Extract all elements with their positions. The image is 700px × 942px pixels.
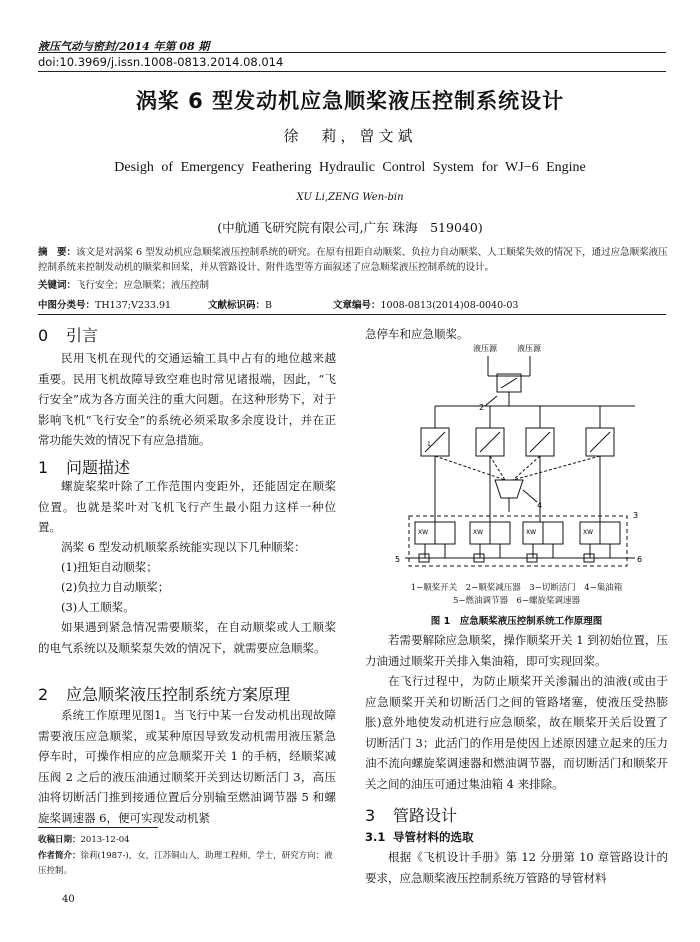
cutoff-label-3: 3 bbox=[633, 511, 639, 520]
list-item: (1)扭矩自动顺桨； bbox=[61, 560, 158, 574]
keywords-text: 飞行安全；应急顺桨；液压控制 bbox=[76, 280, 210, 291]
section-title: 问题描述 bbox=[66, 458, 131, 477]
authors: 徐 莉，曾文斌 bbox=[283, 127, 417, 145]
section-1-paragraph-3: 如果遇到紧急情况需要顺桨，在自动顺桨或人工顺桨的电气系统以及顺桨泵失效的情况下，就需要应急顺桨。 bbox=[38, 620, 336, 655]
figure-legend-line-1: 1−顺桨开关 2−顺桨减压器 3−切断活门 4−集油箱 bbox=[410, 583, 623, 593]
journal-header: 液压气动与密封/2014 年第 08 期 bbox=[38, 40, 210, 53]
right-paragraph-0: 急停车和应急顺桨。 bbox=[365, 327, 469, 341]
article-code: 1008-0813(2014)08-0040-03 bbox=[380, 300, 519, 311]
valve-tag: XW bbox=[526, 529, 537, 536]
section-2-paragraph: 系统工作原理见图1。当飞行中某一台发动机出现故障需要液压应急顺桨，或某种原因导致发动机需用液压紧急停车时，可操作相应的应急顺桨开关 1 的手柄，经顺桨减压阀 2 之后的液压油通过顺桨开关到达切断活门 3，高压油将切断活门推到接通位置后分别输至燃油调节器 5 和螺旋桨调速器 6，便可实现发动机紧 bbox=[38, 708, 336, 825]
clc-label: 中图分类号： bbox=[38, 300, 96, 311]
author-bio bbox=[38, 849, 336, 879]
page-number: 40 bbox=[62, 894, 75, 905]
doc-code: B bbox=[265, 300, 272, 311]
subsection-title: 导管材料的选取 bbox=[393, 830, 474, 844]
list-item: (2)负拉力自动顺桨； bbox=[61, 580, 170, 594]
section-1-paragraph-2: 涡桨 6 型发动机顺桨系统能实现以下几种顺桨： bbox=[61, 540, 306, 554]
figure-caption: 图 1 应急顺桨液压控制系统工作原理图 bbox=[430, 616, 603, 627]
english-title: Desigh of Emergency Feathering Hydraulic Control System for WJ−6 Engine bbox=[114, 160, 586, 175]
received-label: 收稿日期： bbox=[38, 835, 81, 845]
bio-label: 作者简介： bbox=[38, 851, 81, 861]
switch-label-1: 1 bbox=[427, 441, 431, 448]
section-0-heading bbox=[38, 323, 336, 346]
tank-label-4: 4 bbox=[537, 501, 543, 510]
list-item: (3)人工顺桨。 bbox=[61, 600, 135, 614]
section-number: 2 bbox=[38, 685, 49, 704]
received-value: 2013-12-04 bbox=[80, 835, 130, 845]
article-label: 文章编号： bbox=[333, 300, 381, 311]
valve-tag: XW bbox=[418, 529, 429, 536]
section-number: 3 bbox=[365, 806, 376, 825]
meta-rule bbox=[38, 314, 666, 315]
bio-text: 徐莉(1987-)，女，江苏铜山人，助理工程师，学士，研究方向：液压控制。 bbox=[38, 851, 333, 876]
paper-title: 涡桨 6 型发动机应急顺桨液压控制系统设计 bbox=[135, 89, 565, 113]
subsection-number: 3.1 bbox=[365, 830, 386, 844]
affiliation: (中航通飞研究院有限公司,广东 珠海 519040) bbox=[217, 220, 483, 235]
header-rule-bottom bbox=[38, 71, 666, 72]
section-3-heading bbox=[365, 803, 668, 826]
section-title: 管路设计 bbox=[393, 806, 458, 825]
section-1-heading bbox=[38, 455, 336, 478]
governor-label-6: 6 bbox=[637, 555, 643, 564]
valve-tag: XW bbox=[473, 529, 484, 536]
footnote-rule bbox=[38, 827, 158, 828]
figure-legend bbox=[365, 582, 668, 608]
received-date bbox=[38, 833, 336, 848]
doi[interactable]: doi:10.3969/j.issn.1008-0813.2014.08.014 bbox=[38, 55, 284, 69]
section-2-heading bbox=[38, 682, 336, 705]
keywords-label: 关键词： bbox=[38, 280, 77, 291]
abstract bbox=[38, 245, 668, 275]
source-label-b: 液压源 bbox=[517, 344, 541, 353]
abstract-text: 该文是对涡桨 6 型发动机应急顺桨液压控制系统的研究。在原有扭距自动顺桨、负拉力自动顺桨、人工顺桨失效的情况下，通过应急顺桨液压控制系统来控制发动机的顺桨和回桨，并从管路设计、附件选型等方面叙述了应急顺桨液压控制系统的设计。 bbox=[38, 247, 668, 273]
classification-line bbox=[38, 297, 668, 311]
section-number: 0 bbox=[38, 326, 49, 345]
right-paragraph-1: 若需要解除应急顺桨，操作顺桨开关 1 到初始位置，压力油通过顺桨开关排入集油箱，即可实现回桨。 bbox=[365, 633, 668, 668]
section-title: 应急顺桨液压控制系统方案原理 bbox=[66, 685, 291, 704]
section-3-1-heading bbox=[365, 829, 668, 845]
valve-tag: XW bbox=[583, 529, 594, 536]
section-0-paragraph: 民用飞机在现代的交通运输工具中占有的地位越来越重要。民用飞机故障导致空难也时常见诸报端，因此，“飞行安全”成为各方面关注的重大问题。在这种形势下，对于影响飞机“飞行安全”的系统必须采取多余度设计，并在正常功能失效的情况下有应急措施。 bbox=[38, 351, 336, 447]
keywords bbox=[38, 278, 668, 293]
reducer-label-2: 2 bbox=[479, 403, 485, 412]
abstract-label: 摘 要： bbox=[38, 247, 77, 258]
right-paragraph-2: 在飞行过程中，为防止顺桨开关渗漏出的油液(或由于应急顺桨开关和切断活门之间的管路堵塞，使液压受热膨胀)意外地使发动机进行应急顺桨，故在顺桨开关后设置了切断活门 3；此活门的作用是使因上述原因建立起来的压力油不流向螺旋桨调速器和燃油调节器，而切断活门和顺桨开关之间的油压可通过集油箱 4 来排除。 bbox=[365, 674, 668, 791]
collector-tank-4 bbox=[495, 480, 523, 498]
source-label-a: 液压源 bbox=[473, 344, 497, 353]
clc-code: TH137;V233.91 bbox=[95, 300, 172, 311]
figure-legend-line-2: 5−燃油调节器 6−螺旋桨调速器 bbox=[452, 596, 581, 606]
section-number: 1 bbox=[38, 458, 49, 477]
doc-label: 文献标识码： bbox=[208, 300, 266, 311]
english-authors: XU Li,ZENG Wen-bin bbox=[296, 192, 404, 203]
section-1-paragraph-1: 螺旋桨桨叶除了工作范围内变距外，还能固定在顺桨位置。也就是桨叶对飞机飞行产生最小阻力这样一种位置。 bbox=[38, 479, 336, 534]
fuel-regulator-label-5: 5 bbox=[395, 555, 401, 564]
section-title: 引言 bbox=[66, 326, 99, 345]
section-3-1-paragraph: 根据《飞机设计手册》第 12 分册第 10 章管路设计的要求，应急顺桨液压控制系统万管路的导管材料 bbox=[365, 850, 668, 885]
hydraulic-schematic-figure bbox=[365, 340, 668, 580]
header-rule bbox=[38, 52, 666, 53]
